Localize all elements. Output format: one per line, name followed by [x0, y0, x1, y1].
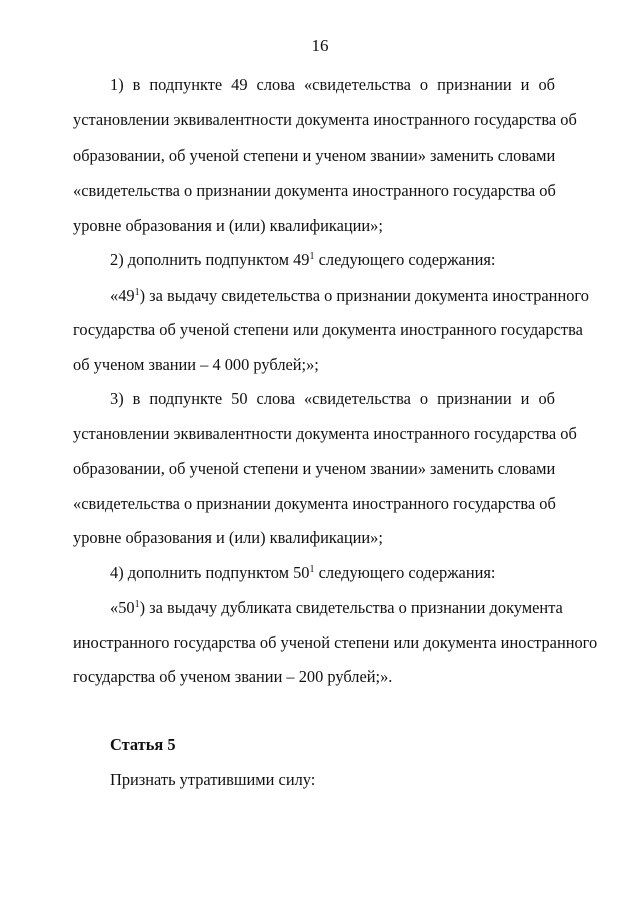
item-3-line-1: 3) в подпункте 50 слова «свидетельства о признании и об: [110, 389, 555, 408]
item-2-text-after: следующего содержания:: [314, 250, 496, 269]
item-4-text-before: 4) дополнить подпунктом 50: [110, 563, 310, 582]
quote-50-line-1: [110, 598, 563, 618]
quote-50-line-3: государства об ученом звании – 200 рублей;».: [73, 667, 393, 686]
item-4-text-after: следующего содержания:: [314, 563, 496, 582]
item-3-line-5: уровне образования и (или) квалификации»;: [73, 528, 383, 547]
item-4-superscript: 1: [309, 564, 315, 575]
quote-49-text-after: ) за выдачу свидетельства о признании документа иностранного: [139, 286, 589, 305]
item-1-line-2: установлении эквивалентности документа иностранного государства об: [73, 110, 577, 129]
article-heading: Статья 5: [110, 735, 176, 754]
article-text: Признать утратившими силу:: [110, 770, 316, 789]
item-1-line-4: «свидетельства о признании документа иностранного государства об: [73, 181, 556, 200]
item-1-line-5: уровне образования и (или) квалификации»;: [73, 216, 383, 235]
quote-50-line-2: иностранного государства об ученой степени или документа иностранного: [73, 633, 598, 652]
quote-50-text-before: «50: [110, 598, 135, 617]
item-3-line-2: установлении эквивалентности документа иностранного государства об: [73, 424, 577, 443]
quote-50-superscript: 1: [134, 599, 140, 610]
item-2-superscript: 1: [309, 251, 315, 262]
quote-49-superscript: 1: [134, 287, 140, 298]
item-4-line: [110, 563, 555, 583]
item-1-line-1: 1) в подпункте 49 слова «свидетельства о признании и об: [110, 75, 555, 94]
quote-50-text-after: ) за выдачу дубликата свидетельства о признании документа: [139, 598, 563, 617]
item-1-line-3: образовании, об ученой степени и ученом звании» заменить словами: [73, 146, 556, 165]
quote-49-text-before: «49: [110, 286, 135, 305]
page-number: 16: [311, 36, 329, 55]
quote-49-line-2: государства об ученой степени или документа иностранного государства: [73, 320, 583, 339]
item-3-line-4: «свидетельства о признании документа иностранного государства об: [73, 494, 556, 513]
quote-49-line-1: [110, 286, 589, 306]
quote-49-line-3: об ученом звании – 4 000 рублей;»;: [73, 355, 319, 374]
item-2-text-before: 2) дополнить подпунктом 49: [110, 250, 310, 269]
item-2-line: [110, 250, 555, 270]
item-3-line-3: образовании, об ученой степени и ученом звании» заменить словами: [73, 459, 556, 478]
